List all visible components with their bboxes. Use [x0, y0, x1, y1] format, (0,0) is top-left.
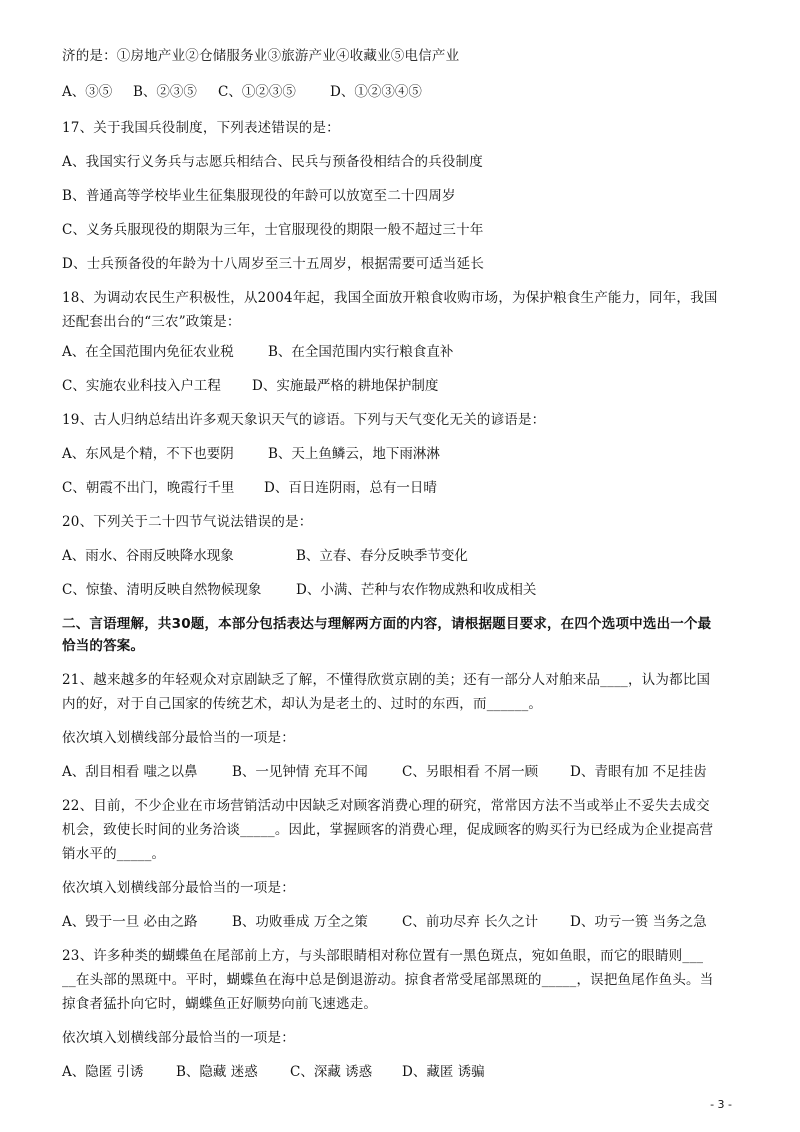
q22-option-c: C、前功尽弃 长久之计 [402, 914, 539, 930]
q17-option-d: D、士兵预备役的年龄为十八周岁至三十五周岁，根据需要可适当延长 [62, 256, 485, 272]
q22-stem-line1: 22、目前，不少企业在市场营销活动中因缺乏对顾客消费心理的研究，常常因方法不当或举止不妥失去成交 [62, 798, 710, 814]
q21-option-d: D、青眼有加 不足挂齿 [570, 764, 707, 780]
q16-option-d: D、①②③④⑤ [330, 84, 422, 100]
q23-option-c: C、深藏 诱惑 [290, 1064, 373, 1080]
q17-option-c: C、义务兵服现役的期限为三年，士官服现役的期限一般不超过三十年 [62, 222, 484, 238]
q16-option-c: C、①②③⑤ [218, 84, 296, 100]
page-number: - 3 - [710, 1098, 732, 1111]
q18-option-d: D、实施最严格的耕地保护制度 [252, 378, 439, 394]
q19-option-b: B、天上鱼鳞云，地下雨淋淋 [268, 446, 440, 462]
q22-stem-line2: 机会，致使长时间的业务洽谈_____。因此，掌握顾客的消费心理，促成顾客的购买行为已经成为企业提高营 [62, 822, 714, 838]
q17-option-b: B、普通高等学校毕业生征集服现役的年龄可以放宽至二十四周岁 [62, 188, 456, 204]
q23-option-d: D、藏匿 诱骗 [402, 1064, 485, 1080]
q22-stem-line3: 销水平的_____。 [62, 846, 166, 862]
q20-option-c: C、惊蛰、清明反映自然物候现象 [62, 582, 262, 598]
q22-option-a: A、毁于一旦 必由之路 [62, 914, 198, 930]
q19-option-d: D、百日连阴雨，总有一日晴 [264, 480, 437, 496]
q22-instruction: 依次填入划横线部分最恰当的一项是： [62, 880, 295, 896]
q19-option-a: A、东风是个精，不下也要阴 [62, 446, 234, 462]
q23-instruction: 依次填入划横线部分最恰当的一项是： [62, 1030, 295, 1046]
section-heading-line1: 二、言语理解，共30题，本部分包括表达与理解两方面的内容，请根据题目要求，在四个选项中选出一个最 [62, 616, 712, 632]
q20-option-d: D、小满、芒种与农作物成熟和收成相关 [296, 582, 537, 598]
q23-option-a: A、隐匿 引诱 [62, 1064, 144, 1080]
q19-option-c: C、朝霞不出门，晚霞行千里 [62, 480, 235, 496]
q23-stem-line1: 23、许多种类的蝴蝶鱼在尾部前上方，与头部眼睛相对称位置有一黑色斑点，宛如鱼眼，而它的眼睛则___ [62, 948, 704, 964]
q21-instruction: 依次填入划横线部分最恰当的一项是： [62, 730, 295, 746]
q23-stem-line3: 掠食者猛扑向它时，蝴蝶鱼正好顺势向前飞速逃走。 [62, 996, 378, 1012]
q17-option-a: A、我国实行义务兵与志愿兵相结合、民兵与预备役相结合的兵役制度 [62, 154, 483, 170]
q21-stem-line2: 内的好，对于自己国家的传统艺术，却认为是老土的、过时的东西，而______。 [62, 696, 543, 712]
q22-option-b: B、功败垂成 万全之策 [232, 914, 368, 930]
q20-option-b: B、立春、春分反映季节变化 [296, 548, 468, 564]
q16-stem-tail: 济的是：①房地产业②仓储服务业③旅游产业④收藏业⑤电信产业 [62, 48, 460, 64]
q18-option-b: B、在全国范围内实行粮食直补 [268, 344, 454, 360]
q18-stem-line2: 还配套出台的“三农”政策是： [62, 314, 241, 330]
q18-option-c: C、实施农业科技入户工程 [62, 378, 221, 394]
q20-stem: 20、下列关于二十四节气说法错误的是： [62, 514, 313, 530]
q20-option-a: A、雨水、谷雨反映降水现象 [62, 548, 234, 564]
q18-stem-line1: 18、为调动农民生产积极性，从2004年起，我国全面放开粮食收购市场，为保护粮食生产能力，同年，我国 [62, 290, 718, 306]
q19-stem: 19、古人归纳总结出许多观天象识天气的谚语。下列与天气变化无关的谚语是： [62, 412, 546, 428]
q16-option-b: B、②③⑤ [133, 84, 197, 100]
q23-stem-line2: __在头部的黑斑中。平时，蝴蝶鱼在海中总是倒退游动。掠食者常受尾部黑斑的_____，误把鱼尾作鱼头。当 [62, 972, 714, 988]
q18-option-a: A、在全国范围内免征农业税 [62, 344, 234, 360]
q21-stem-line1: 21、越来越多的年轻观众对京剧缺乏了解，不懂得欣赏京剧的美；还有一部分人对舶来品____，认为都比国 [62, 672, 711, 688]
q22-option-d: D、功亏一篑 当务之急 [570, 914, 707, 930]
q23-option-b: B、隐藏 迷惑 [176, 1064, 258, 1080]
section-heading-line2: 恰当的答案。 [62, 638, 145, 654]
q21-option-b: B、一见钟情 充耳不闻 [232, 764, 368, 780]
q16-option-a: A、③⑤ [62, 84, 113, 100]
q21-option-c: C、另眼相看 不屑一顾 [402, 764, 539, 780]
q17-stem: 17、关于我国兵役制度，下列表述错误的是： [62, 120, 340, 136]
q21-option-a: A、刮目相看 嗤之以鼻 [62, 764, 198, 780]
